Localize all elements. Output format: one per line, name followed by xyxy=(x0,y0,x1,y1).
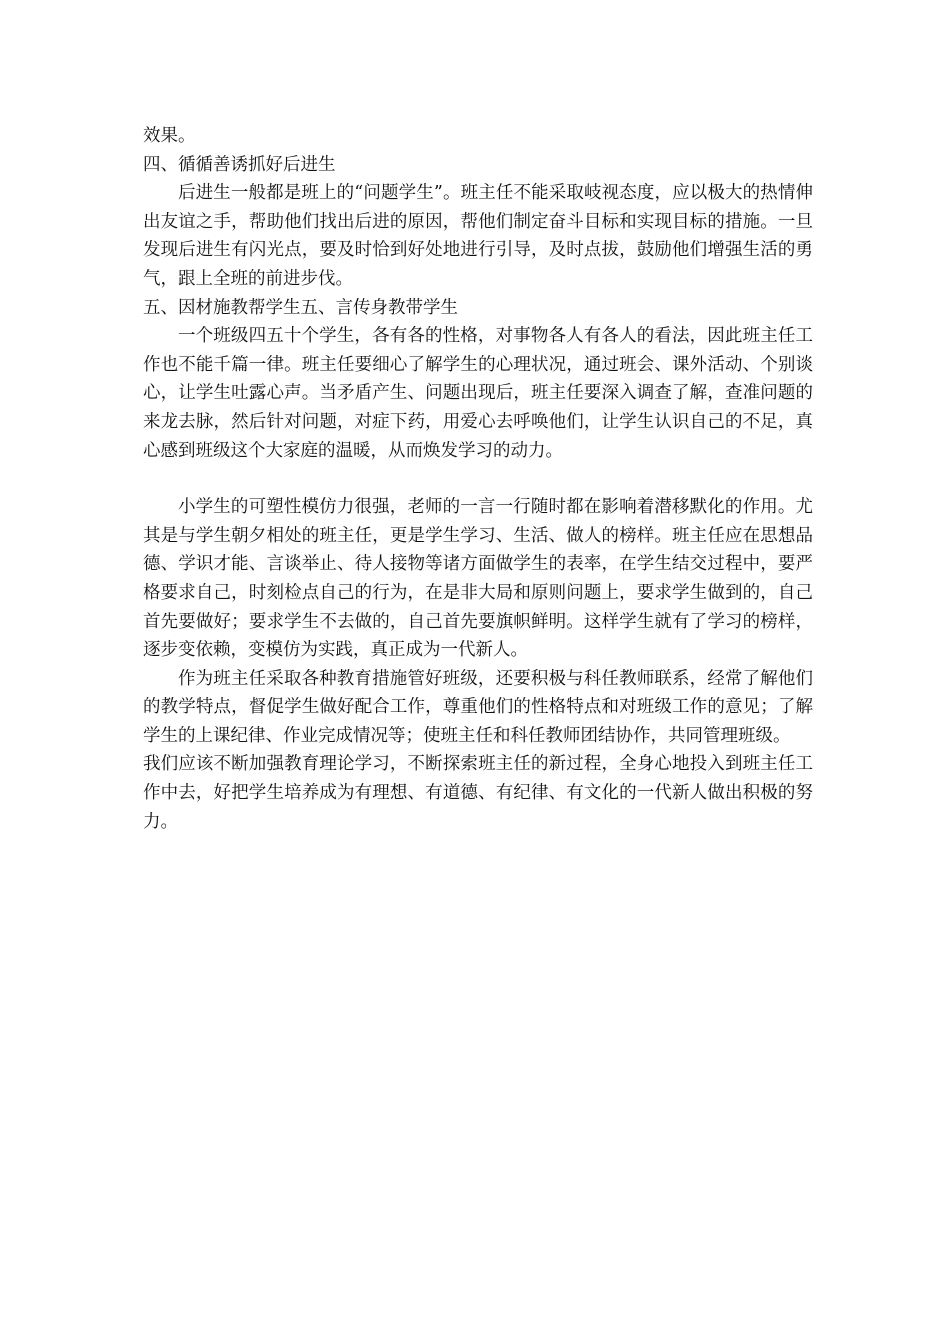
paragraph-spacer xyxy=(143,465,813,493)
paragraph-teacher-cooperation: 作为班主任采取各种教育措施管好班级，还要积极与科任教师联系，经常了解他们的教学特点，督促学生做好配合工作，尊重他们的性格特点和对班级工作的意见；了解学生的上课纪律、作业完成情况等；使班主任和科任教师团结协作，共同管理班级。 xyxy=(143,668,813,746)
paragraph-conclusion: 我们应该不断加强教育理论学习，不断探索班主任的新过程，全身心地投入到班主任工作中去，好把学生培养成为有理想、有道德、有纪律、有文化的一代新人做出积极的努力。 xyxy=(143,754,813,832)
paragraph-continuation: 效果。 xyxy=(143,126,196,146)
paragraph-backward-students: 后进生一般都是班上的“问题学生”。班主任不能采取岐视态度，应以极大的热情伸出友谊之手，帮助他们找出后进的原因，帮他们制定奋斗目标和实现目标的措施。一旦发现后进生有闪光点，要及时恰到好处地进行引导，及时点拔，鼓励他们增强生活的勇气，跟上全班的前进步伐。 xyxy=(143,183,813,289)
document-body xyxy=(143,122,813,836)
paragraph-role-model: 小学生的可塑性模仿力很强，老师的一言一行随时都在影响着潜移默化的作用。尤其是与学生朝夕相处的班主任，更是学生学习、生活、做人的榜样。班主任应在思想品德、学识才能、言谈举止、待人接物等诸方面做学生的表率，在学生结交过程中，要严格要求自己，时刻检点自己的行为，在是非大局和原则问题上，要求学生做到的，自己首先要做好；要求学生不去做的，自己首先要旗帜鲜明。这样学生就有了学习的榜样，逐步变依赖，变模仿为实践，真正成为一代新人。 xyxy=(143,497,813,661)
section-heading-five: 五、因材施教帮学生五、言传身教带学生 xyxy=(143,297,458,318)
section-heading-four: 四、循循善诱抓好后进生 xyxy=(143,154,336,175)
paragraph-individual-teaching: 一个班级四五十个学生，各有各的性格，对事物各人有各人的看法，因此班主任工作也不能千篇一律。班主任要细心了解学生的心理状况，通过班会、课外活动、个别谈心，让学生吐露心声。当矛盾产生、问题出现后，班主任要深入调查了解，查准问题的来龙去脉，然后针对问题，对症下药，用爱心去呼唤他们，让学生认识自己的不足，真心感到班级这个大家庭的温暖，从而焕发学习的动力。 xyxy=(143,326,813,461)
